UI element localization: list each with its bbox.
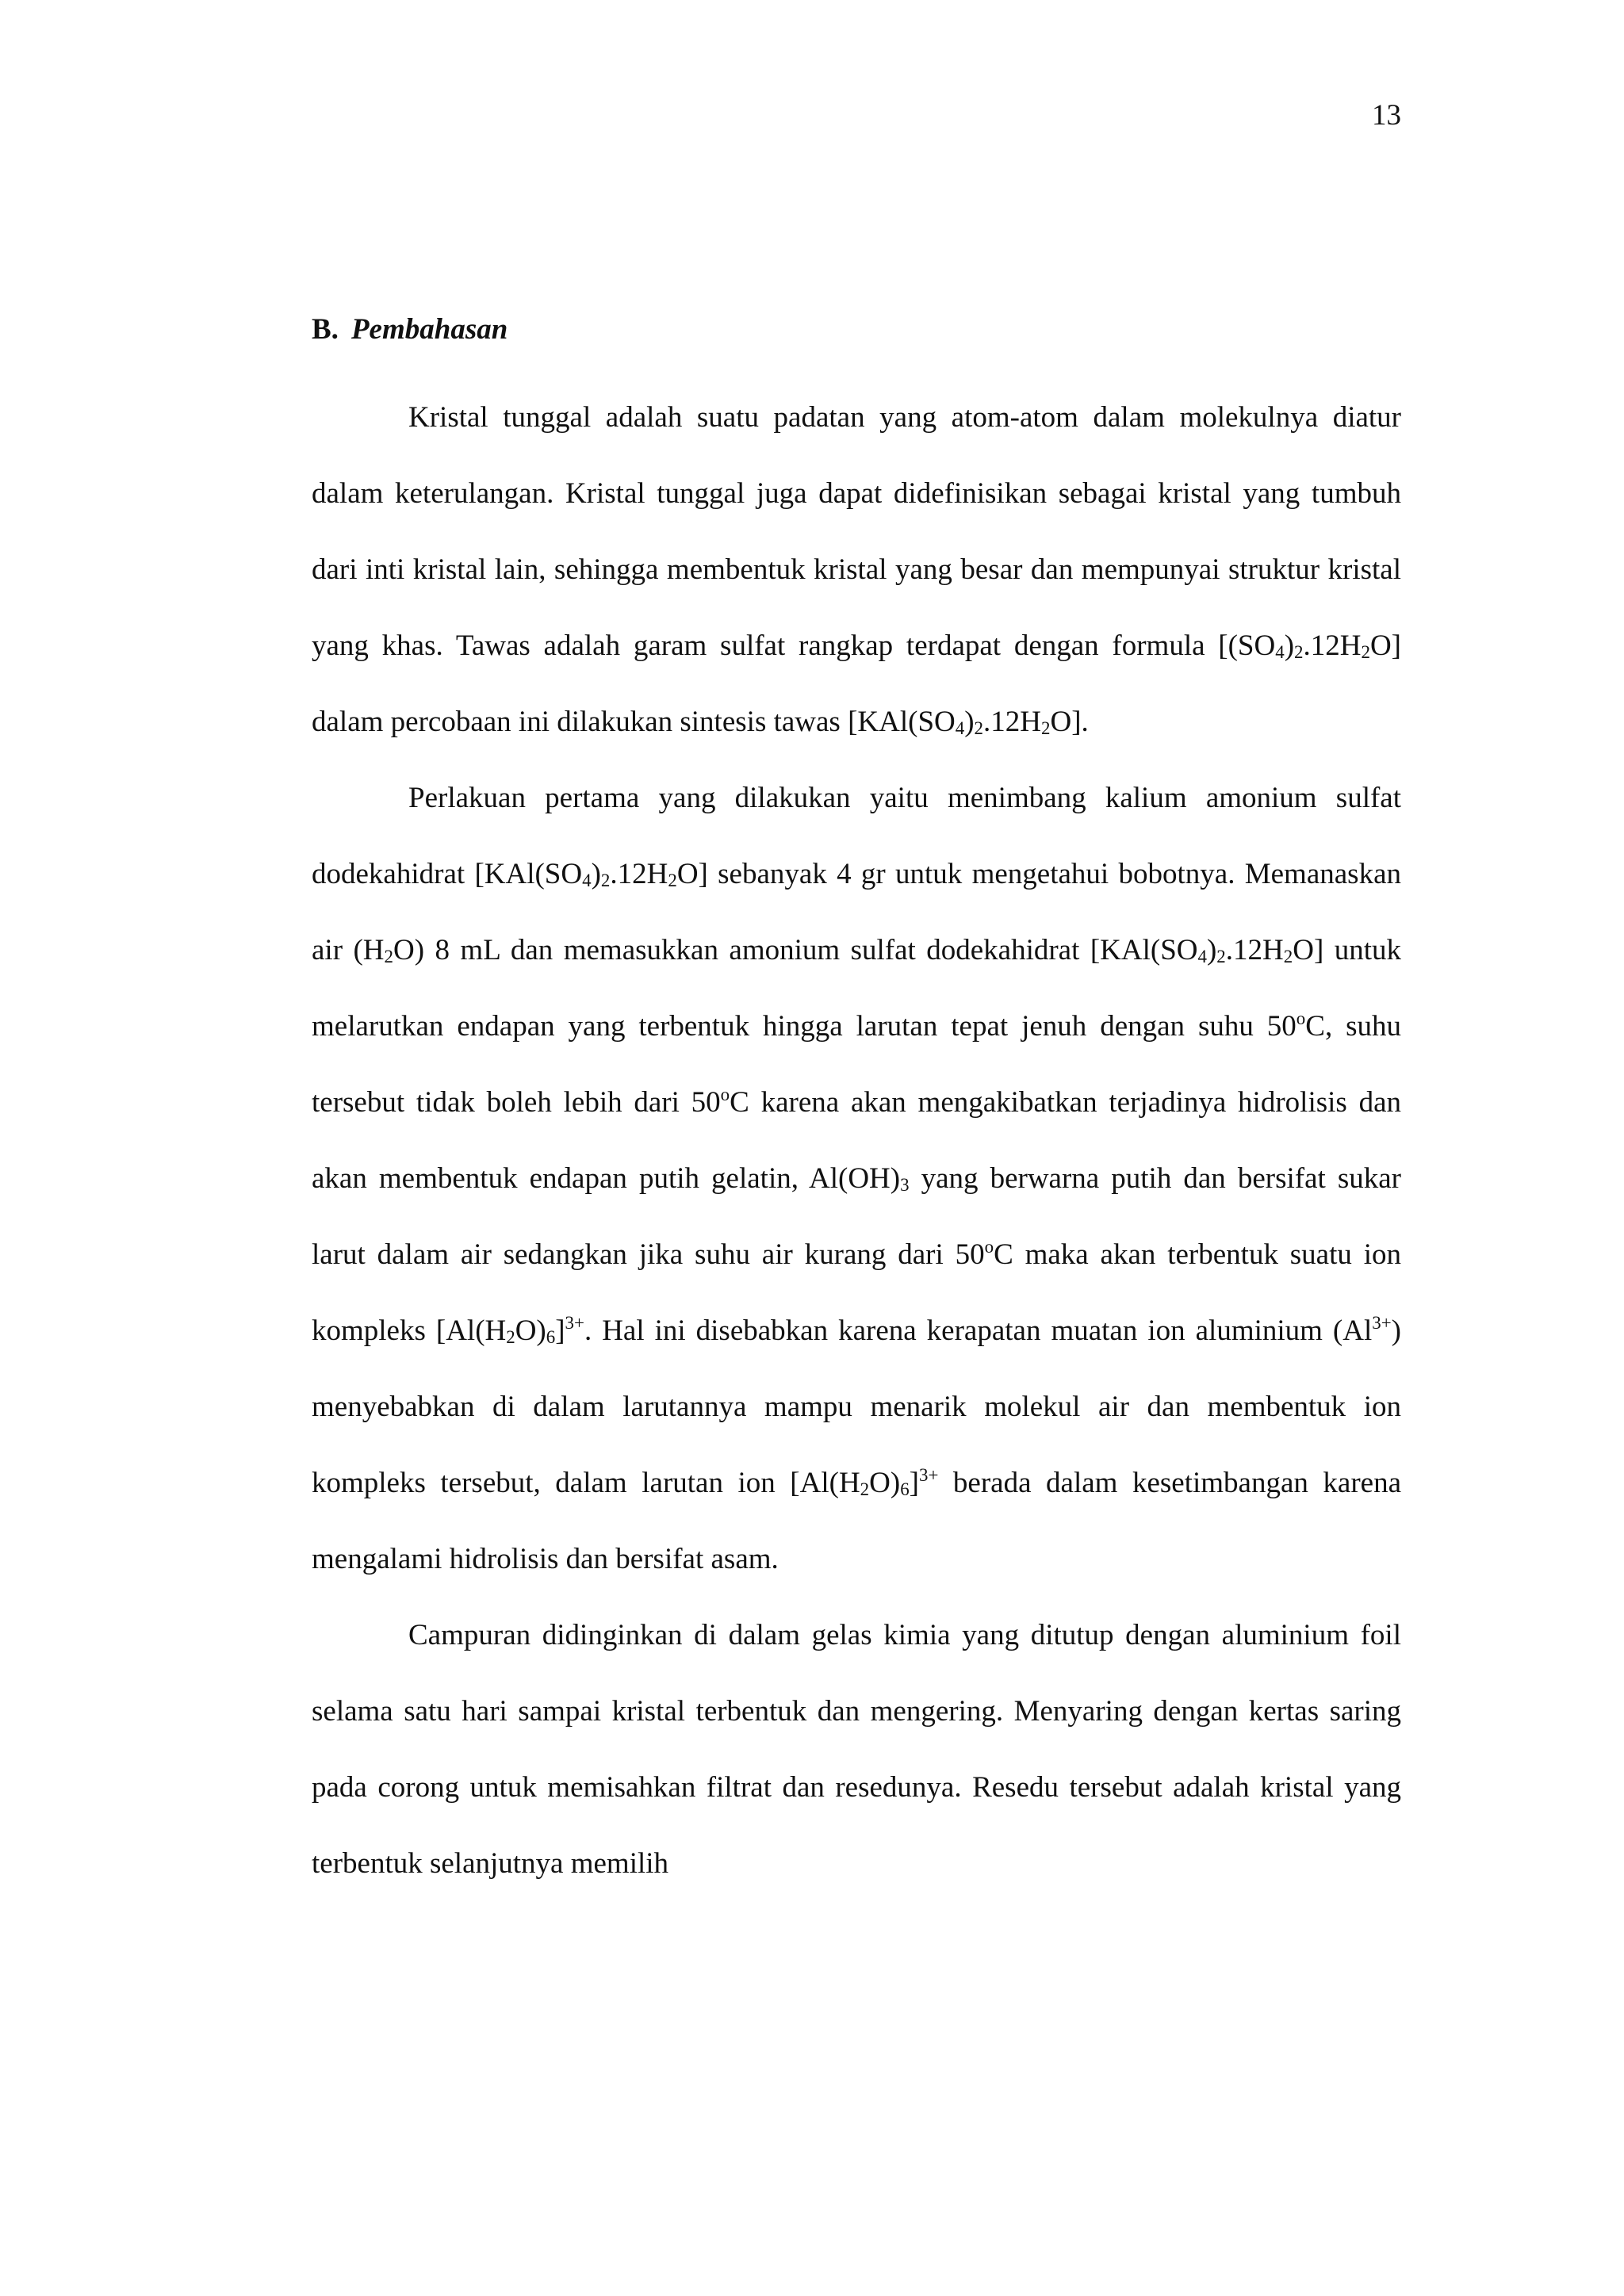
section-title: Pembahasan (350, 313, 508, 346)
paragraph: Campuran didinginkan di dalam gelas kimia yang ditutup dengan aluminium foil selama satu hari sampai kristal terbentuk dan mengering. Menyaring dengan kertas saring pada corong untuk memisahkan filtrat dan resedunya. Resedu tersebut adalah kristal yang terbentuk selanjutnya memilih (312, 1619, 1401, 1880)
paragraph: Kristal tunggal adalah suatu padatan yang atom-atom dalam molekulnya diatur dalam keterulangan. Kristal tunggal juga dapat didefinisikan sebagai kristal yang tumbuh dari inti kristal lain, sehingga membentuk kristal yang besar dan mempunyai struktur kristal yang khas. Tawas adalah garam sulfat rangkap terdapat dengan formula $[(SO_4)_2.12H_2O]$ dalam percobaan ini dilakukan sintesis tawas $[KAl(SO_4)_2.12H_2O]$. (312, 401, 1401, 739)
body-text (312, 380, 1401, 1902)
page-number: 13 (1372, 99, 1401, 132)
section-heading (312, 308, 508, 352)
section-letter: B. (312, 313, 339, 346)
paragraph: Perlakuan pertama yang dilakukan yaitu menimbang kalium amonium sulfat dodekahidrat $[KAl(SO_4)_2.12H_2O]$ sebanyak 4 gr untuk mengetahui bobotnya. Memanaskan air $(H_2O)$ 8 mL dan memasukkan amonium sulfat dodekahidrat $[KAl(SO_4)_2.12H_2O]$ untuk melarutkan endapan yang terbentuk hingga larutan tepat jenuh dengan suhu 50$^o$C, suhu tersebut tidak boleh lebih dari 50$^o$C karena akan mengakibatkan terjadinya hidrolisis dan akan membentuk endapan putih gelatin, $Al(OH)_3$ yang berwarna putih dan bersifat sukar larut dalam air sedangkan jika suhu air kurang dari 50$^o$C maka akan terbentuk suatu ion kompleks $[Al(H_2O)_6]^{3+}$. Hal ini disebabkan karena kerapatan muatan ion aluminium $(Al^{3+})$ menyebabkan di dalam larutannya mampu menarik molekul air dan membentuk ion kompleks tersebut, dalam larutan ion $[Al(H_2O)_6]^{3+}$ berada dalam kesetimbangan karena mengalami hidrolisis dan bersifat asam. (312, 782, 1402, 1575)
